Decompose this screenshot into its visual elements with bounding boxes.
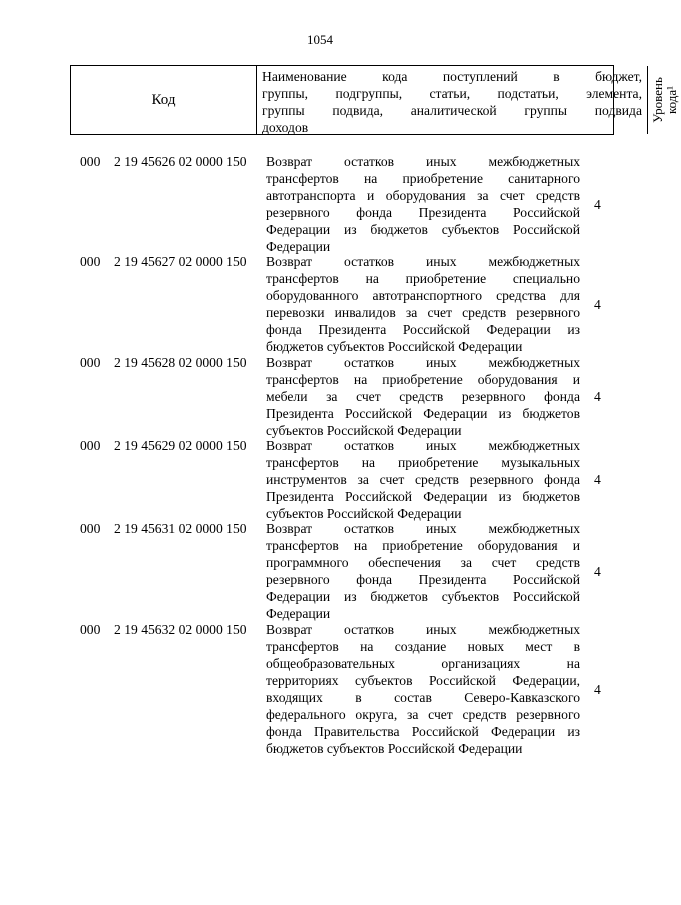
row-description-line: бюджетов субъектов Российской Федерации <box>266 741 523 756</box>
row-description-line: Федерации из бюджетов субъектов Российской <box>266 222 580 237</box>
row-description-line: входящих в состав Северо-Кавказского <box>266 690 580 705</box>
row-description-line: общеобразовательных организациях на <box>266 656 580 671</box>
row-description-line: фонда Правительства Российской Федерации из <box>266 724 580 739</box>
row-description-line: резервного фонда Президента Российской <box>266 572 580 587</box>
row-description-line: Возврат остатков иных межбюджетных <box>266 154 580 169</box>
row-description <box>266 153 580 255</box>
row-level: 4 <box>594 197 601 212</box>
row-description-line: Федерации из бюджетов субъектов Российской <box>266 589 580 604</box>
row-income-code: 2 19 45626 02 0000 150 <box>114 154 247 169</box>
row-admin-code: 000 <box>80 154 101 169</box>
row-description-line: мебели за счет средств резервного фонда <box>266 389 580 404</box>
row-income-code: 2 19 45627 02 0000 150 <box>114 254 247 269</box>
row-admin-code: 000 <box>80 438 101 453</box>
row-level: 4 <box>594 564 601 579</box>
row-description-line: Федерации <box>266 239 331 254</box>
row-description-line: трансфертов на приобретение специально <box>266 271 580 286</box>
row-description <box>266 354 580 439</box>
row-description <box>266 253 580 355</box>
row-admin-code: 000 <box>80 355 101 370</box>
row-admin-code: 000 <box>80 254 101 269</box>
header-level <box>647 66 681 134</box>
row-description <box>266 520 580 622</box>
row-description <box>266 437 580 522</box>
header-name-line: группы, подгруппы, статьи, подстатьи, элемента, <box>262 86 642 101</box>
header-code: Код <box>71 66 257 134</box>
row-description-line: трансфертов на приобретение музыкальных <box>266 455 580 470</box>
row-income-code: 2 19 45631 02 0000 150 <box>114 521 247 536</box>
row-description-line: трансфертов на создание новых мест в <box>266 639 580 654</box>
row-admin-code: 000 <box>80 622 101 637</box>
row-description-line: перевозки инвалидов за счет средств резервного <box>266 305 580 320</box>
row-description-line: Президента Российской Федерации из бюджетов <box>266 489 580 504</box>
row-level: 4 <box>594 682 601 697</box>
row-admin-code: 000 <box>80 521 101 536</box>
row-description-line: федерального округа, за счет средств резервного <box>266 707 580 722</box>
row-description-line: субъектов Российской Федерации <box>266 423 462 438</box>
row-description-line: Президента Российской Федерации из бюджетов <box>266 406 580 421</box>
row-income-code: 2 19 45629 02 0000 150 <box>114 438 247 453</box>
row-level: 4 <box>594 389 601 404</box>
row-description-line: резервного фонда Президента Российской <box>266 205 580 220</box>
row-description-line: автотранспорта и оборудования за счет средств <box>266 188 580 203</box>
row-description-line: инструментов за счет средств резервного фонда <box>266 472 580 487</box>
row-description-line: программного обеспечения за счет средств <box>266 555 580 570</box>
header-level-line: Уровень <box>649 77 665 123</box>
row-description-line: Возврат остатков иных межбюджетных <box>266 254 580 269</box>
row-description-line: оборудованного автотранспортного средства для <box>266 288 580 303</box>
row-description-line: фонда Президента Российской Федерации из <box>266 322 580 337</box>
row-description-line: Возврат остатков иных межбюджетных <box>266 521 580 536</box>
row-description-line: Возврат остатков иных межбюджетных <box>266 355 580 370</box>
row-income-code: 2 19 45628 02 0000 150 <box>114 355 247 370</box>
row-income-code: 2 19 45632 02 0000 150 <box>114 622 247 637</box>
header-name <box>257 68 647 136</box>
page-number: 1054 <box>307 32 333 47</box>
header-name-line: группы подвида, аналитической группы подвида <box>262 103 642 118</box>
row-description-line: трансфертов на приобретение оборудования и <box>266 538 580 553</box>
header-name-line: Наименование кода поступлений в бюджет, <box>262 69 642 84</box>
table-header <box>70 65 679 135</box>
header-level-line: кода¹ <box>663 85 679 115</box>
row-description <box>266 621 580 757</box>
row-description-line: территориях субъектов Российской Федерации, <box>266 673 580 688</box>
row-description-line: субъектов Российской Федерации <box>266 506 462 521</box>
row-description-line: трансфертов на приобретение санитарного <box>266 171 580 186</box>
row-description-line: Федерации <box>266 606 331 621</box>
header-name-line: доходов <box>262 120 309 135</box>
row-level: 4 <box>594 472 601 487</box>
row-description-line: трансфертов на приобретение оборудования и <box>266 372 580 387</box>
row-description-line: Возврат остатков иных межбюджетных <box>266 622 580 637</box>
row-description-line: бюджетов субъектов Российской Федерации <box>266 339 523 354</box>
row-level: 4 <box>594 297 601 312</box>
row-description-line: Возврат остатков иных межбюджетных <box>266 438 580 453</box>
